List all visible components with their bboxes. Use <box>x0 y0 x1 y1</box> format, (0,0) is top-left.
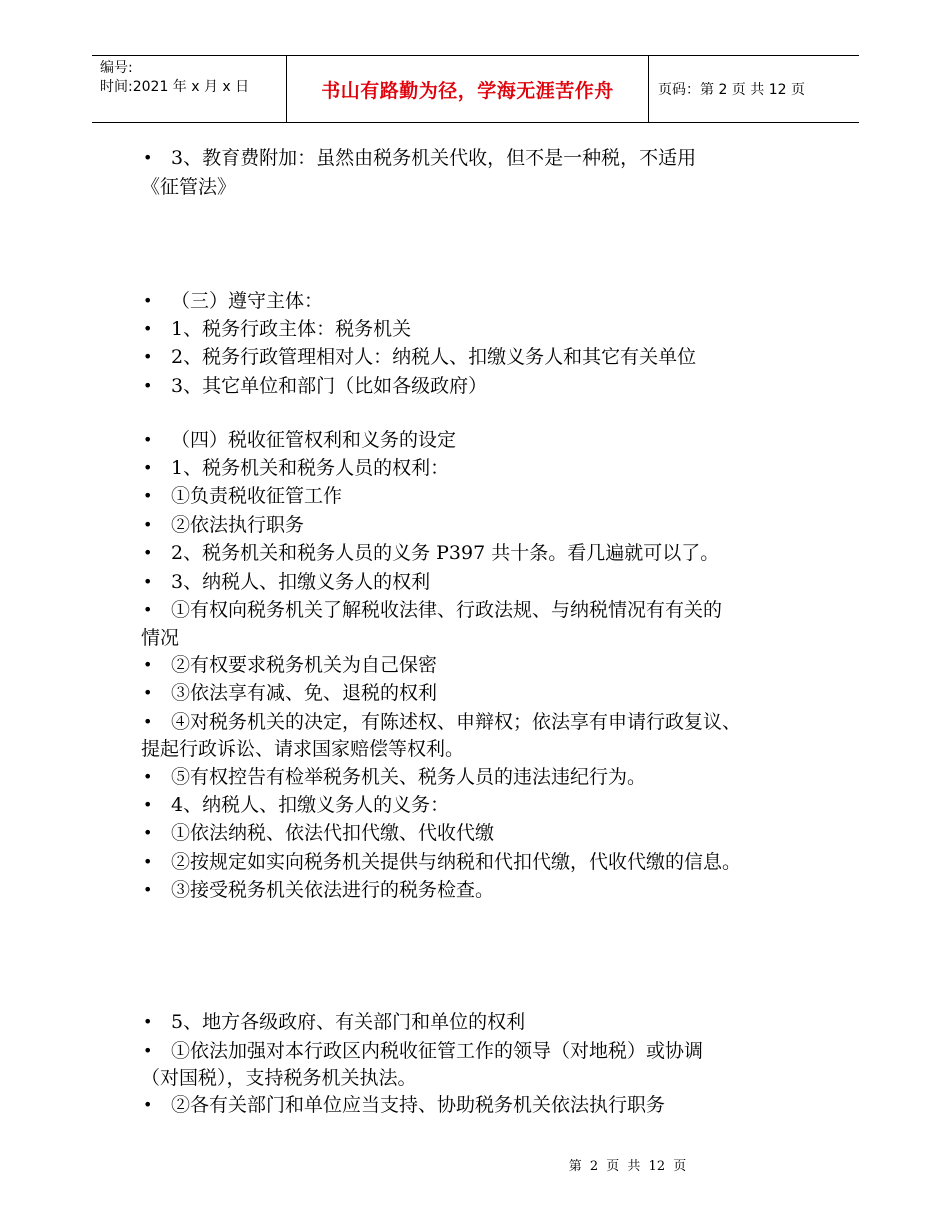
bullet-icon: • <box>143 319 153 338</box>
list-item <box>141 454 449 482</box>
list-item <box>141 1037 703 1065</box>
document-number-label: 编号: <box>100 60 133 76</box>
list-item-text: ①负责税收征管工作 <box>171 485 343 507</box>
bullet-icon: • <box>143 767 153 786</box>
list-item <box>141 568 430 596</box>
list-item <box>141 763 646 791</box>
continuation-line: 提起行政诉讼、请求国家赔偿等权利。 <box>141 738 465 760</box>
list-item <box>141 876 494 904</box>
list-item <box>141 144 696 172</box>
list-item <box>141 539 719 567</box>
list-item <box>141 791 449 819</box>
list-item <box>141 511 304 539</box>
list-item-text: 3、纳税人、扣缴义务人的权利 <box>171 571 431 593</box>
bullet-icon: • <box>143 543 153 562</box>
list-item-text: （四）税收征管权利和义务的设定 <box>171 429 457 451</box>
bullet-icon: • <box>143 1012 153 1031</box>
list-item-text: ②各有关部门和单位应当支持、协助税务机关依法执行职务 <box>171 1094 666 1116</box>
list-item <box>141 372 487 400</box>
list-item-text: ①有权向税务机关了解税收法律、行政法规、与纳税情况有有关的 <box>171 599 723 621</box>
bullet-icon: • <box>143 430 153 449</box>
list-item <box>141 315 411 343</box>
bullet-icon: • <box>143 1095 153 1114</box>
page-footer: 第 2 页 共 12 页 <box>568 1159 687 1174</box>
list-item-text: ③依法享有减、免、退税的权利 <box>171 682 438 704</box>
bullet-icon: • <box>143 655 153 674</box>
list-item-text: 2、税务机关和税务人员的义务 P397 共十条。看几遍就可以了。 <box>171 542 720 564</box>
bullet-icon: • <box>143 458 153 477</box>
list-item-text: ②依法执行职务 <box>171 514 305 536</box>
bullet-icon: • <box>143 486 153 505</box>
list-item-text: ③接受税务机关依法进行的税务检查。 <box>171 879 495 901</box>
list-item-text: ①依法加强对本行政区内税收征管工作的领导（对地税）或协调 <box>171 1040 704 1062</box>
list-item <box>141 482 342 510</box>
list-item <box>141 1091 665 1119</box>
page-header <box>92 55 859 123</box>
bullet-icon: • <box>143 852 153 871</box>
list-item-text: ②按规定如实向税务机关提供与纳税和代扣代缴，代收代缴的信息。 <box>171 851 742 873</box>
list-item <box>141 679 437 707</box>
bullet-icon: • <box>143 148 153 167</box>
bullet-icon: • <box>143 880 153 899</box>
bullet-icon: • <box>143 683 153 702</box>
bullet-icon: • <box>143 376 153 395</box>
bullet-icon: • <box>143 347 153 366</box>
bullet-icon: • <box>143 600 153 619</box>
list-item <box>141 848 741 876</box>
list-item-text: 1、税务行政主体：税务机关 <box>171 318 412 340</box>
list-item <box>141 596 722 624</box>
bullet-icon: • <box>143 515 153 534</box>
list-item <box>141 708 741 736</box>
header-motto: 书山有路勤为径，学海无涯苦作舟 <box>321 79 614 102</box>
list-item-text: 1、税务机关和税务人员的权利： <box>171 457 450 479</box>
list-item-text: 5、地方各级政府、有关部门和单位的权利 <box>171 1011 526 1033</box>
section-heading <box>141 426 456 454</box>
list-item <box>141 819 494 847</box>
list-item-text: ②有权要求税务机关为自己保密 <box>171 654 438 676</box>
list-item-text: 3、教育费附加：虽然由税务机关代收，但不是一种税，不适用 <box>171 147 697 169</box>
bullet-icon: • <box>143 572 153 591</box>
list-item-text: 3、其它单位和部门（比如各级政府） <box>171 375 488 397</box>
continuation-line: （对国税），支持税务机关执法。 <box>141 1067 417 1089</box>
list-item-text: ①依法纳税、依法代扣代缴、代收代缴 <box>171 822 495 844</box>
header-divider <box>648 56 649 122</box>
document-time-label: 时间:2021 年 x 月 x 日 <box>100 79 250 95</box>
bullet-icon: • <box>143 1041 153 1060</box>
list-item-text: 2、税务行政管理相对人：纳税人、扣缴义务人和其它有关单位 <box>171 346 697 368</box>
bullet-icon: • <box>143 712 153 731</box>
list-item-text: ④对税务机关的决定，有陈述权、申辩权；依法享有申请行政复议、 <box>171 711 742 733</box>
bullet-icon: • <box>143 291 153 310</box>
header-meta <box>100 59 249 97</box>
section-heading <box>141 287 323 315</box>
list-item <box>141 1008 525 1036</box>
bullet-icon: • <box>143 795 153 814</box>
list-item <box>141 343 696 371</box>
header-page-info: 页码：第 2 页 共 12 页 <box>658 82 805 98</box>
list-item <box>141 651 437 679</box>
list-item-text: ⑤有权控告有检举税务机关、税务人员的违法违纪行为。 <box>171 766 647 788</box>
list-item-text: （三）遵守主体： <box>171 290 324 312</box>
list-item-text: 4、纳税人、扣缴义务人的义务： <box>171 794 450 816</box>
continuation-line: 情况 <box>141 627 180 649</box>
bullet-icon: • <box>143 823 153 842</box>
continuation-line: 《征管法》 <box>141 176 237 198</box>
